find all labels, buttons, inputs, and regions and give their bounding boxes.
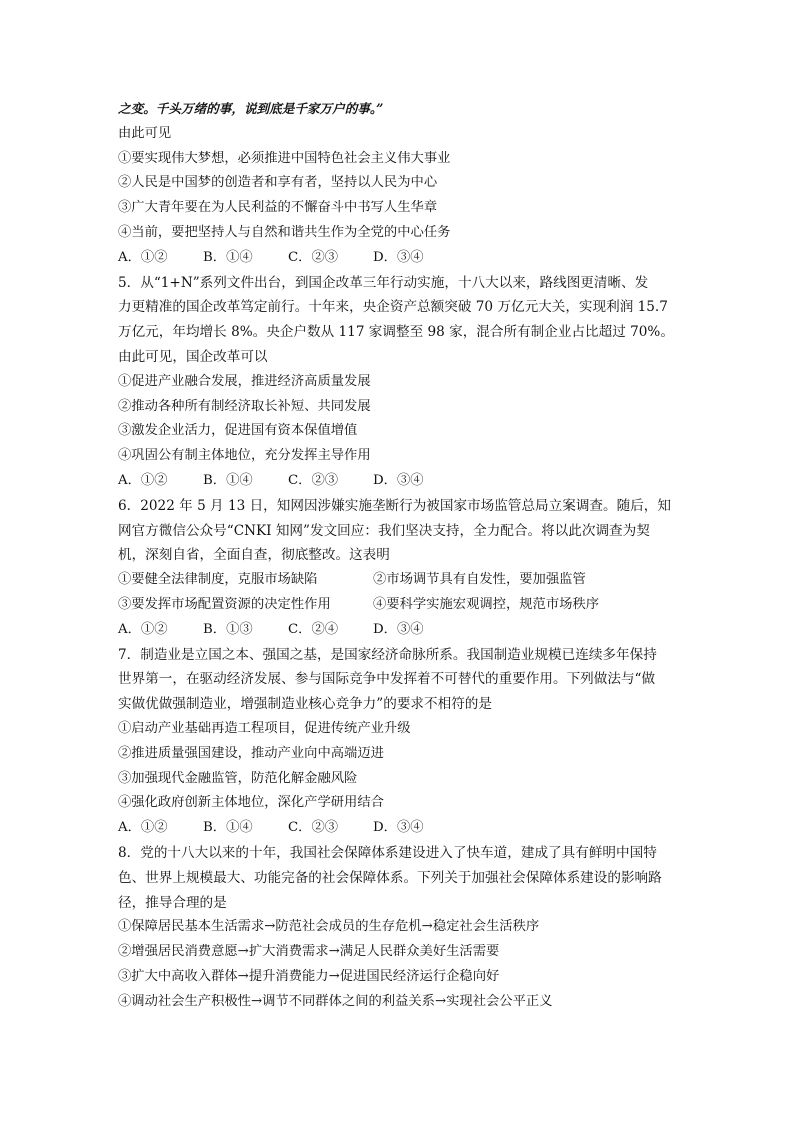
- question-line: 网官方微信公众号“CNKI 知网”发文回应：我们坚决支持，全力配合。将以此次调查为契: [118, 522, 650, 539]
- question-line: 万亿元，年均增长 8%。央企户数从 117 家调整至 98 家，混合所有制企业占比超过 70%。: [118, 324, 674, 341]
- statement-line: ①促进产业融合发展，推进经济高质量发展: [118, 373, 371, 389]
- question-line: 世界第一，在驱动经济发展、参与国际竞争中发挥着不可替代的重要作用。下列做法与“做: [118, 671, 656, 688]
- answer-choice: D．③④: [373, 472, 424, 488]
- question-line: 径，推导合理的是: [118, 894, 227, 911]
- statement-line: ④巩固公有制主体地位，充分发挥主导作用: [118, 448, 371, 464]
- answer-choice: A．①②: [118, 820, 168, 836]
- answer-choices: [118, 246, 678, 271]
- question-line: 5．从“1+N”系列文件出台，到国企改革三年行动实施，十八大以来，路线图更清晰、发: [118, 274, 649, 291]
- statement-option: ④要科学实施宏观调控，规范市场秩序: [373, 596, 600, 612]
- statement-option: ②市场调节具有自发性，要加强监管: [373, 572, 586, 588]
- question-line: 由此可见，国企改革可以: [118, 348, 268, 365]
- answer-choices: [118, 469, 678, 494]
- answer-choice: B．①③: [203, 621, 253, 637]
- answer-choice: B．①④: [203, 472, 253, 488]
- statement-line: ③广大青年要在为人民利益的不懈奋斗中书写人生华章: [118, 200, 438, 216]
- question-line: 色、世界上规模最大、功能完备的社会保障体系。下列关于加强社会保障体系建设的影响路: [118, 869, 662, 886]
- answer-choice: A．①②: [118, 621, 168, 637]
- answer-choices: [118, 618, 678, 643]
- statement-line: ④强化政府创新主体地位，深化产学研用结合: [118, 795, 384, 811]
- answer-choice: C．②④: [288, 621, 339, 637]
- answer-choice: D．③④: [373, 820, 424, 836]
- question-line: 6．2022 年 5 月 13 日，知网因涉嫌实施垄断行为被国家市场监管总局立案调查。随后，知: [118, 497, 671, 514]
- answer-choice: D．③④: [373, 621, 424, 637]
- statement-line: ③激发企业活力，促进国有资本保值增值: [118, 423, 358, 439]
- statement-line: ①启动产业基础再造工程项目，促进传统产业升级: [118, 720, 411, 736]
- statement-option: ①要健全法律制度，克服市场缺陷: [118, 572, 318, 588]
- statement-line: ③扩大中高收入群体→提升消费能力→促进国民经济运行企稳向好: [118, 968, 500, 984]
- answer-choice: C．②③: [288, 472, 339, 488]
- answer-choice: A．①②: [118, 249, 168, 265]
- statement-line: ②人民是中国梦的创造者和享有者，坚持以人民为中心: [118, 175, 438, 191]
- statement-line: ④当前，要把坚持人与自然和谐共生作为全党的中心任务: [118, 224, 451, 240]
- statement-line: ①保障居民基本生活需求→防范社会成员的生存危机→稳定社会生活秩序: [118, 919, 540, 935]
- statement-line: ①要实现伟大梦想，必须推进中国特色社会主义伟大事业: [118, 150, 451, 166]
- option-pair: [118, 568, 678, 593]
- quote-line: 之变。千头万绪的事，说到底是千家万户的事。”: [118, 101, 384, 116]
- answer-choice: C．②③: [288, 249, 339, 265]
- statement-line: ③加强现代金融监管，防范化解金融风险: [118, 770, 358, 786]
- answer-choice: D．③④: [373, 249, 424, 265]
- statement-line: ②增强居民消费意愿→扩大消费需求→满足人民群众美好生活需要: [118, 944, 500, 960]
- question-line: 实做优做强制造业，增强制造业核心竞争力”的要求不相符的是: [118, 696, 492, 713]
- statement-line: ②推进质量强国建设，推动产业向中高端迈进: [118, 745, 384, 761]
- statement-option: ③要发挥市场配置资源的决定性作用: [118, 596, 331, 612]
- answer-choice: A．①②: [118, 472, 168, 488]
- statement-line: ④调动社会生产积极性→调节不同群体之间的利益关系→实现社会公平正义: [118, 993, 553, 1009]
- option-pair: [118, 593, 678, 618]
- question-line: 机，深刻自省，全面自查，彻底整改。这表明: [118, 547, 390, 564]
- answer-choices: [118, 816, 678, 841]
- exam-content: [118, 97, 678, 1014]
- statement-line: ②推动各种所有制经济取长补短、共同发展: [118, 398, 371, 414]
- answer-choice: B．①④: [203, 249, 253, 265]
- answer-choice: C．②③: [288, 820, 339, 836]
- question-line: 力更精准的国企改革笃定前行。十年来，央企资产总额突破 70 万亿元大关，实现利润 15.7: [118, 299, 668, 316]
- statement-line: 由此可见: [118, 125, 172, 141]
- question-line: 7．制造业是立国之本、强国之基，是国家经济命脉所系。我国制造业规模已连续多年保持: [118, 646, 657, 663]
- question-line: 8．党的十八大以来的十年，我国社会保障体系建设进入了快车道，建成了具有鲜明中国特: [118, 844, 657, 861]
- answer-choice: B．①④: [203, 820, 253, 836]
